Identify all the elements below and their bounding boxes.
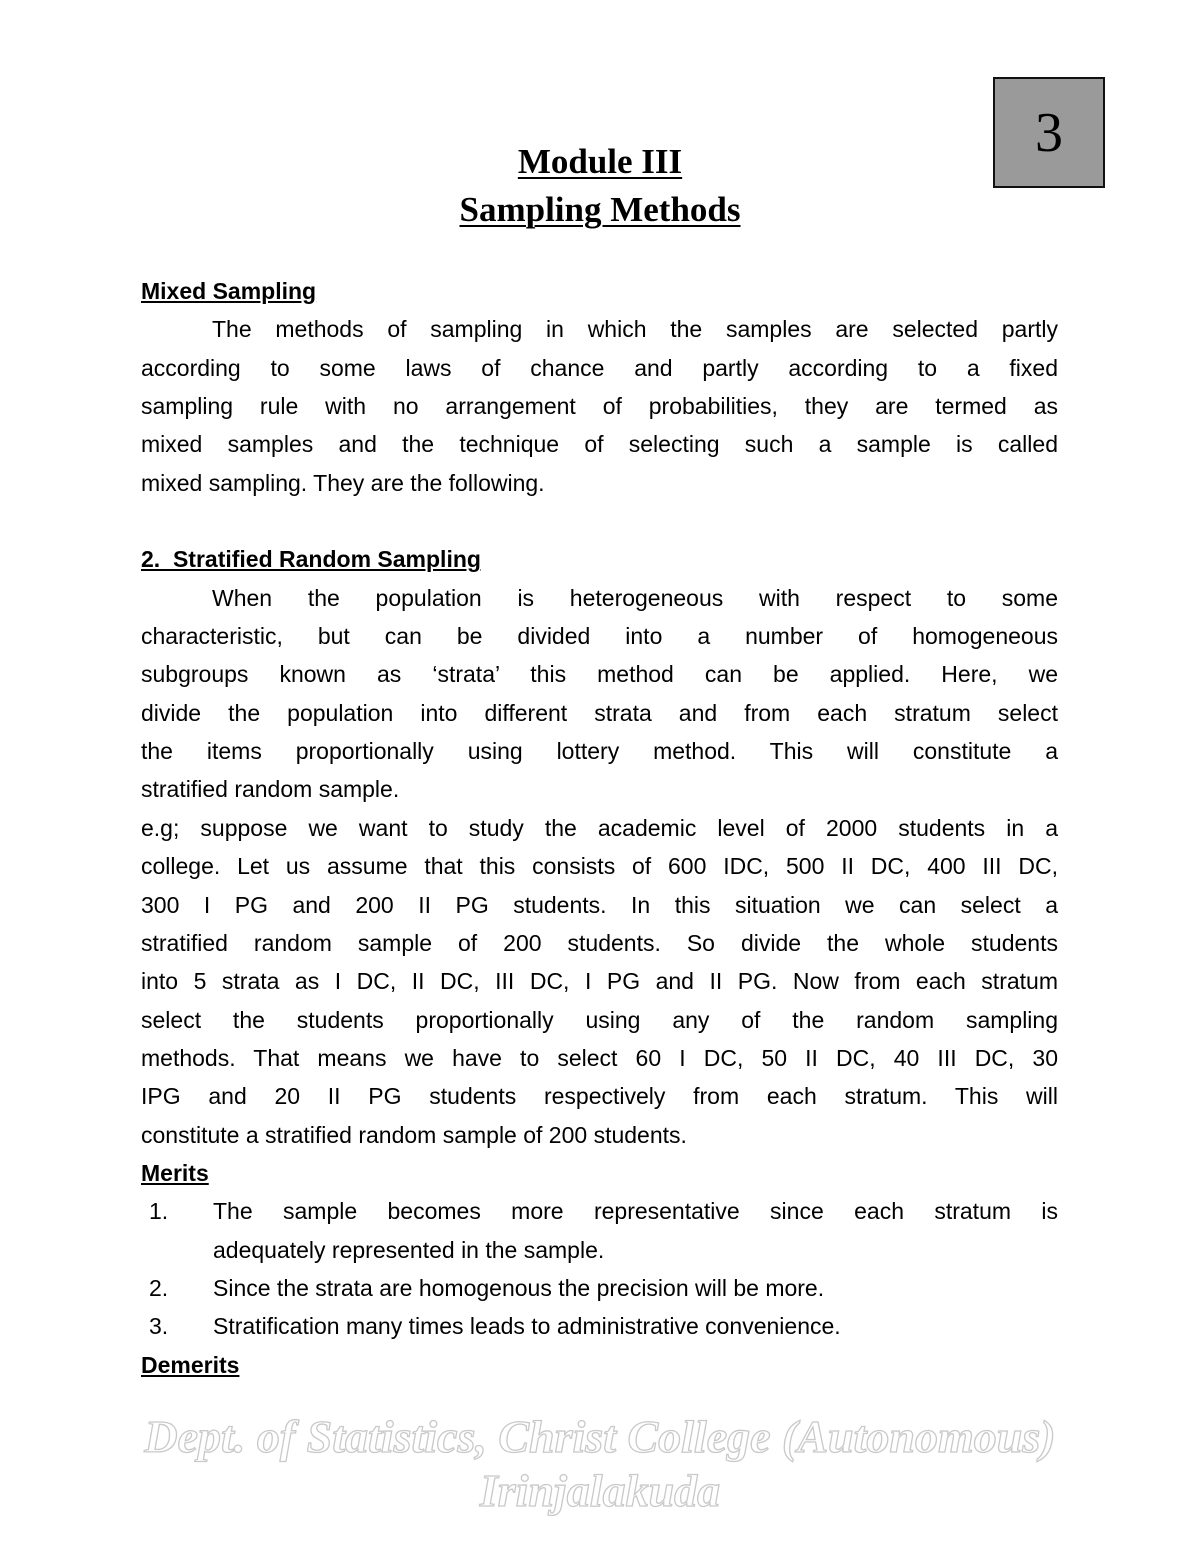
list-number: 2.	[149, 1274, 169, 1301]
text-line: The methods of sampling in which the samples are selected partly	[212, 316, 1058, 343]
text-line: divide the population into different strata and from each stratum select	[141, 699, 1058, 726]
page-number: 3	[1035, 101, 1063, 164]
section-heading-stratified: 2. Stratified Random Sampling	[141, 546, 481, 573]
page-title	[0, 190, 1200, 230]
text-line: 300 I PG and 200 II PG students. In this situation we can select a	[141, 891, 1058, 918]
text-line: constitute a stratified random sample of 200 students.	[141, 1121, 687, 1148]
text-line: e.g; suppose we want to study the academic level of 2000 students in a	[141, 814, 1058, 841]
text-line: the items proportionally using lottery method. This will constitute a	[141, 738, 1058, 765]
list-number: 3.	[149, 1313, 169, 1340]
text-line: When the population is heterogeneous with respect to some	[212, 584, 1058, 611]
text-line: mixed samples and the technique of selecting such a sample is called	[141, 431, 1058, 458]
module-title	[0, 142, 1200, 182]
section-heading-demerits: Demerits	[141, 1351, 240, 1378]
text-line: subgroups known as ‘strata’ this method can be applied. Here, we	[141, 661, 1058, 688]
text-line: mixed sampling. They are the following.	[141, 469, 545, 496]
text-line: sampling rule with no arrangement of probabilities, they are termed as	[141, 393, 1058, 420]
text-line: stratified random sample.	[141, 776, 400, 803]
document-body	[141, 272, 1058, 1384]
page-title-text: Sampling Methods	[459, 190, 741, 229]
text-line: according to some laws of chance and partly according to a fixed	[141, 354, 1058, 381]
list-item	[141, 1192, 1058, 1230]
list-item	[141, 1307, 1058, 1345]
list-text: Stratification many times leads to administrative convenience.	[213, 1313, 841, 1340]
list-item-continuation	[141, 1231, 1058, 1269]
text-line: IPG and 20 II PG students respectively from each stratum. This will	[141, 1083, 1058, 1110]
list-text: The sample becomes more representative since each stratum is	[213, 1198, 1058, 1225]
list-text: adequately represented in the sample.	[213, 1236, 605, 1263]
list-text: Since the strata are homogenous the precision will be more.	[213, 1274, 825, 1301]
text-line: stratified random sample of 200 students. So divide the whole students	[141, 929, 1058, 956]
list-number: 1.	[149, 1198, 169, 1225]
watermark: Dept. of Statistics, Christ College (Autonomous) Irinjalakuda	[144, 1411, 1056, 1516]
list-item	[141, 1269, 1058, 1307]
text-line: select the students proportionally using any of the random sampling	[141, 1006, 1058, 1033]
text-line: into 5 strata as I DC, II DC, III DC, I PG and II PG. Now from each stratum	[141, 968, 1058, 995]
module-title-text: Module III	[517, 142, 683, 181]
text-line: characteristic, but can be divided into a number of homogeneous	[141, 623, 1058, 650]
section-heading-merits: Merits	[141, 1159, 209, 1186]
text-line: college. Let us assume that this consists of 600 IDC, 500 II DC, 400 III DC,	[141, 853, 1058, 880]
text-line: methods. That means we have to select 60 I DC, 50 II DC, 40 III DC, 30	[141, 1044, 1058, 1071]
section-heading-mixed: Mixed Sampling	[141, 278, 317, 304]
